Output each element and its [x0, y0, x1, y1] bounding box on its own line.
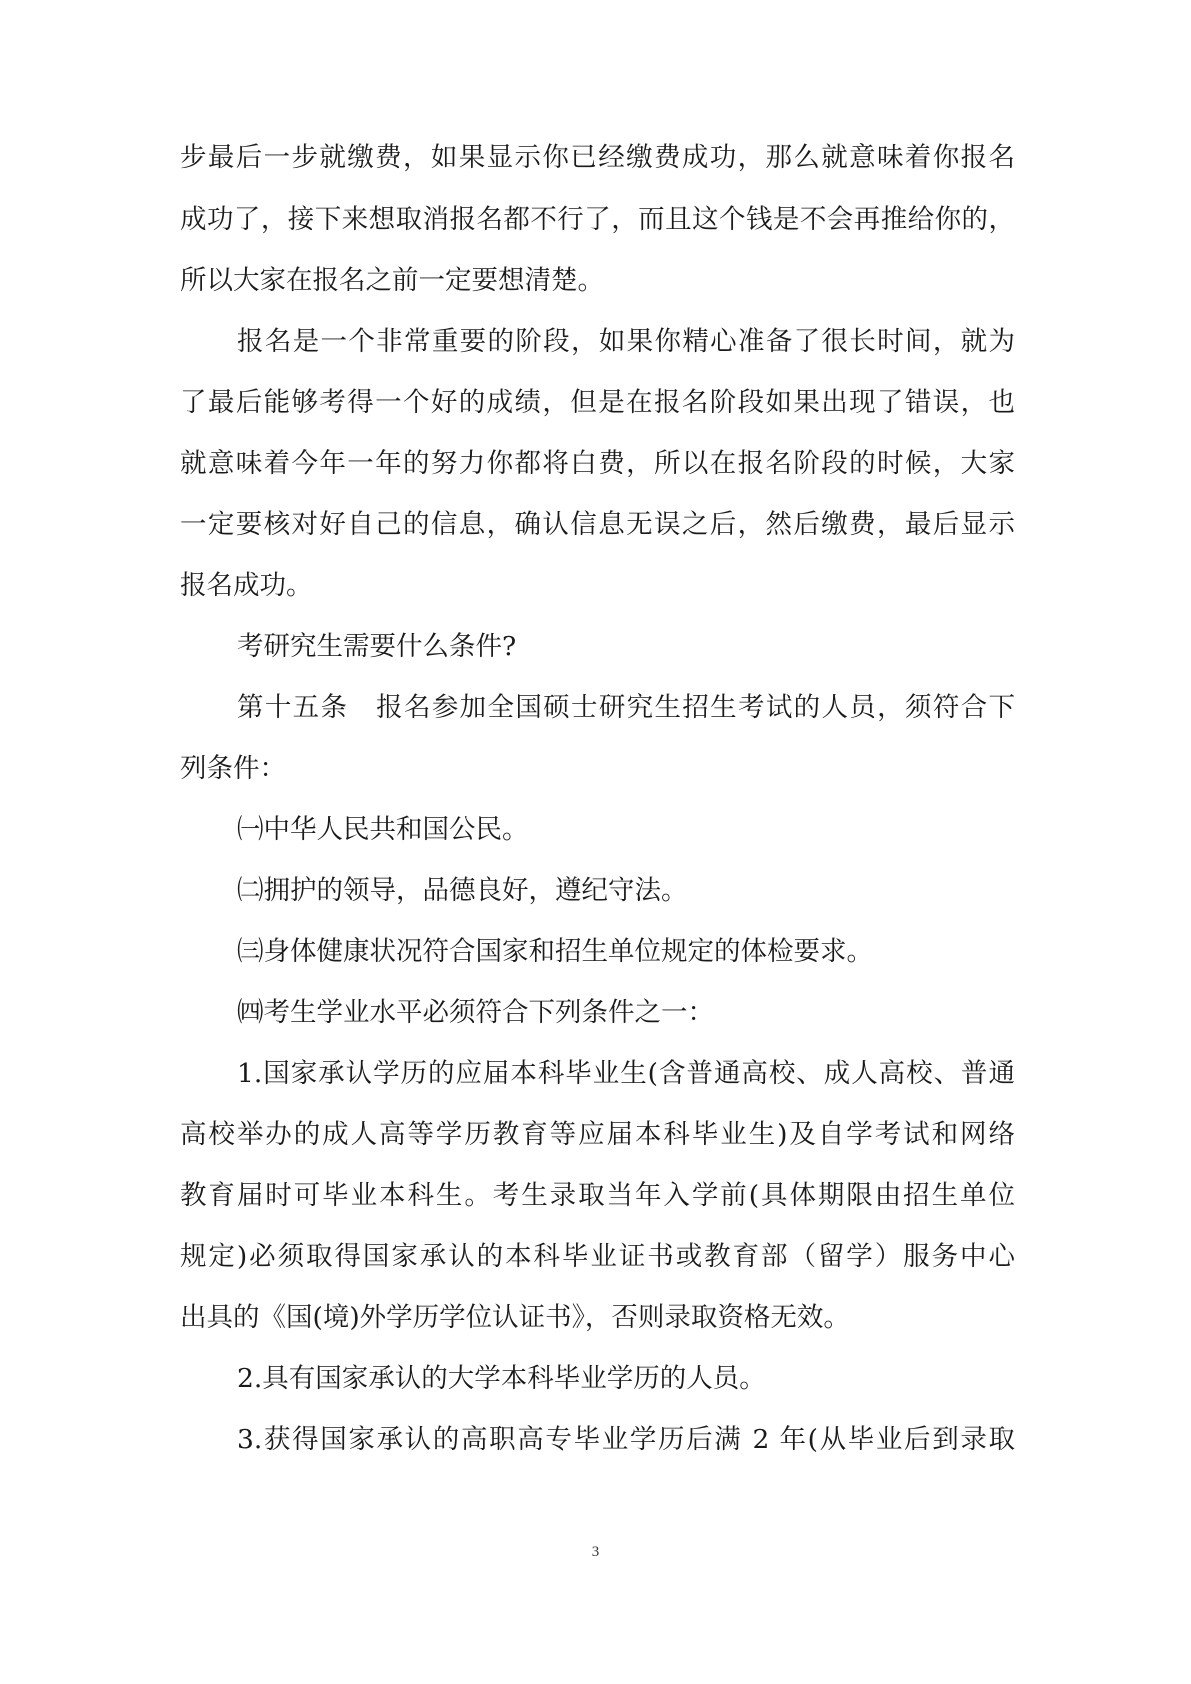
sub-condition-line: 3.获得国家承认的高职高专毕业学历后满 2 年(从毕业后到录取: [237, 1424, 1015, 1455]
paragraph-line: 报名成功。: [180, 570, 313, 601]
sub-condition-line: 规定)必须取得国家承认的本科毕业证书或教育部（留学）服务中心: [180, 1241, 1015, 1272]
sub-condition-line: 高校举办的成人高等学历教育等应届本科毕业生)及自学考试和网络: [180, 1119, 1015, 1150]
sub-condition-line: 教育届时可毕业本科生。考生录取当年入学前(具体期限由招生单位: [180, 1180, 1015, 1211]
condition-item: ㈠中华人民共和国公民。: [237, 814, 529, 845]
paragraph-line: 就意味着今年一年的努力你都将白费，所以在报名阶段的时候，大家: [180, 448, 1015, 479]
paragraph-line: 报名是一个非常重要的阶段，如果你精心准备了很长时间，就为: [237, 326, 1015, 357]
paragraph-line: 了最后能够考得一个好的成绩，但是在报名阶段如果出现了错误，也: [180, 387, 1015, 418]
paragraph-line: 成功了，接下来想取消报名都不行了，而且这个钱是不会再推给你的，: [180, 204, 1015, 235]
sub-condition-line: 出具的《国(境)外学历学位认证书》，否则录取资格无效。: [180, 1302, 850, 1333]
paragraph-line: 列条件：: [180, 753, 286, 784]
paragraph-line: 一定要核对好自己的信息，确认信息无误之后，然后缴费，最后显示: [180, 509, 1015, 540]
condition-item: ㈣考生学业水平必须符合下列条件之一：: [237, 997, 714, 1028]
paragraph-line: 步最后一步就缴费，如果显示你已经缴费成功，那么就意味着你报名: [180, 142, 1015, 173]
section-question: 考研究生需要什么条件?: [237, 631, 517, 662]
article-heading-line: 第十五条 报名参加全国硕士研究生招生考试的人员，须符合下: [237, 692, 1015, 723]
page-number: 3: [591, 1544, 600, 1560]
sub-condition-line: 1.国家承认学历的应届本科毕业生(含普通高校、成人高校、普通: [237, 1058, 1015, 1089]
condition-item: ㈡拥护的领导，品德良好，遵纪守法。: [237, 875, 688, 906]
paragraph-line: 所以大家在报名之前一定要想清楚。: [180, 265, 604, 296]
sub-condition-line: 2.具有国家承认的大学本科毕业学历的人员。: [237, 1363, 766, 1394]
condition-item: ㈢身体健康状况符合国家和招生单位规定的体检要求。: [237, 936, 873, 967]
